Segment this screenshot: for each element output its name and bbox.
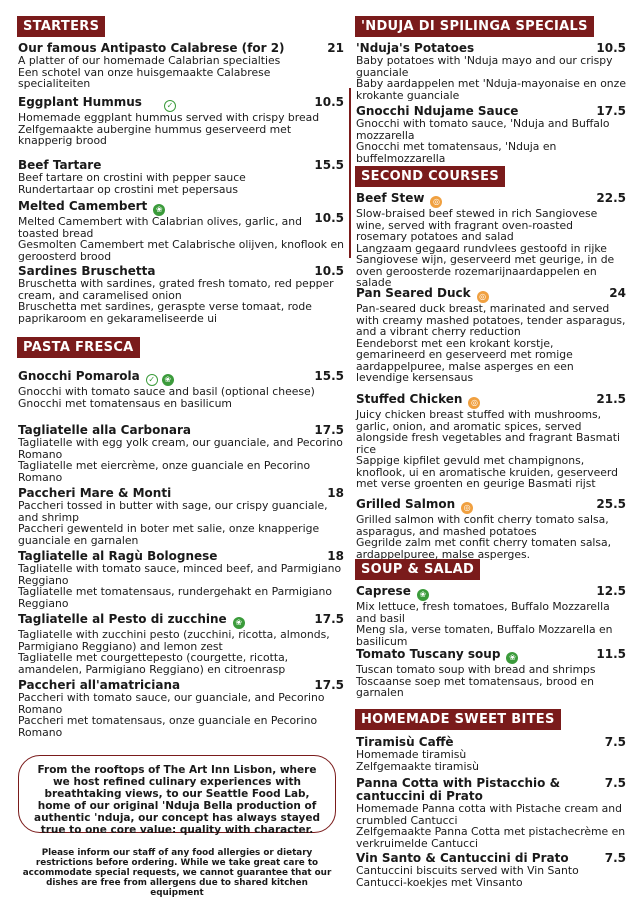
item-name: Eggplant Hummus ✓	[18, 96, 344, 112]
menu-item	[18, 424, 344, 483]
vegetarian-icon: ❀	[162, 374, 174, 386]
menu-item	[18, 96, 344, 147]
item-name: Panna Cotta with Pistacchio & cantuccini di Prato	[356, 776, 561, 803]
item-price: 21	[327, 41, 344, 55]
item-desc: Tagliatelle with egg yolk cream, our guanciale, and Pecorino Romano Tagliatelle met eiercrème, onze guanciale en Pecorino Romano	[18, 436, 343, 484]
item-desc: Tagliatelle with zucchini pesto (zucchini, ricotta, almonds, Parmigiano Reggiano) and lemon zest Tagliatelle met courgettepesto (courgette, ricotta, amandelen, Parmigiano Reggiano) en citroenrasp	[18, 628, 330, 676]
item-price: 21.5	[596, 392, 626, 406]
item-desc: Slow-braised beef stewed in rich Sangiovese wine, served with fragrant oven-roasted rosemary potatoes and salad Langzaam gegaard rundvlees gestoofd in rijke Sangiovese wijn, geserveerd met geurige, in de oven geroosterde rozemarijnaardappelen en salade	[356, 207, 615, 289]
item-desc: Tuscan tomato soup with bread and shrimps Toscaanse soep met tomatensaus, brood en garnalen	[356, 663, 596, 699]
vegetarian-icon: ❀	[506, 652, 518, 664]
item-price: 17.5	[314, 612, 344, 626]
item-desc: Pan-seared duck breast, marinated and served with creamy mashed potatoes, tender asparagus, and a vibrant cherry reduction Eendeborst met een krokant korstje, gemarineerd en geserveerd met romige aardappelpuree, malse asperges en een levendige kersensaus	[356, 302, 626, 384]
item-name: Tagliatelle al Ragù Bolognese	[18, 549, 218, 563]
item-price: 10.5	[314, 264, 344, 278]
section-title-nduja: 'NDUJA DI SPILINGA SPECIALS	[356, 17, 593, 36]
item-desc: Juicy chicken breast stuffed with mushrooms, garlic, onion, and aromatic spices, served alongside fresh vegetables and fragrant Basmati rice Sappige kipfilet gevuld met champignons, knoflook, ui en aromatische kruiden, geserveerd met verse groenten en geurige Basmati rijst	[356, 408, 620, 490]
item-price: 18	[327, 486, 344, 500]
item-price: 12.5	[596, 584, 626, 598]
item-price: 7.5	[604, 776, 626, 790]
item-name: Paccheri Mare & Monti	[18, 486, 172, 500]
vegetarian-icon: ❀	[153, 204, 165, 216]
menu-item	[356, 393, 626, 490]
item-name: Sardines Bruschetta	[18, 264, 156, 278]
item-desc: Beef tartare on crostini with pepper sauce Rundertartaar op crostini met pepersaus	[18, 171, 246, 196]
item-desc: Gnocchi with tomato sauce and basil (optional cheese) Gnocchi met tomatensaus en basilicum	[18, 385, 315, 410]
item-desc: Gnocchi with tomato sauce, 'Nduja and Buffalo mozzarella Gnocchi met tomatensaus, 'Nduja en buffelmozzarella	[356, 117, 610, 165]
section-title-soup: SOUP & SALAD	[356, 560, 479, 579]
item-desc: Grilled salmon with confit cherry tomato salsa, asparagus, and mashed potatoes Gegrilde zalm met confit cherry tomaten salsa, ardappelpuree, malse asperges.	[356, 513, 612, 561]
menu-item	[18, 550, 344, 609]
item-name: Gnocchi Pomarola ✓ ❀	[18, 370, 344, 386]
item-desc: Tagliatelle with tomato sauce, minced beef, and Parmigiano Reggiano Tagliatelle met tomatensaus, rundergehakt en Parmigiano Reggiano	[18, 562, 342, 610]
section-title-pasta: PASTA FRESCA	[18, 338, 139, 357]
item-desc: Homemade eggplant hummus served with crispy bread Zelfgemaakte aubergine hummus geserveerd met knapperig brood	[18, 111, 320, 147]
item-price: 15.5	[314, 158, 344, 172]
item-desc: Cantuccini biscuits served with Vin Santo Cantucci-koekjes met Vinsanto	[356, 864, 579, 889]
item-price: 25.5	[596, 497, 626, 511]
menu-item	[18, 265, 344, 324]
menu-item	[356, 777, 626, 849]
menu-item	[18, 679, 344, 738]
vegan-icon: ✓	[146, 374, 158, 386]
item-name: Grilled Salmon ◎	[356, 498, 626, 514]
item-name: Vin Santo & Cantuccini di Prato	[356, 851, 569, 865]
item-price: 17.5	[314, 423, 344, 437]
item-desc: A platter of our homemade Calabrian specialties Een schotel van onze huisgemaakte Calabrese specialiteiten	[18, 54, 281, 90]
menu-item	[18, 370, 344, 409]
section-title-second: SECOND COURSES	[356, 167, 504, 186]
item-price: 10.5	[314, 211, 344, 225]
allergy-notice: Please inform our staff of any food allergies or dietary restrictions before ordering. While we take great care to accommodate special requests, we cannot guarantee that our dishes are free from allergens due to shared kitchen equipment	[22, 848, 332, 898]
item-desc: Baby potatoes with 'Nduja mayo and our crispy guanciale Baby aardappelen met 'Nduja-mayonaise en onze krokante guanciale	[356, 54, 626, 102]
item-price: 18	[327, 549, 344, 563]
item-price: 17.5	[314, 678, 344, 692]
vegetarian-icon: ❀	[233, 617, 245, 629]
menu-item	[18, 42, 344, 90]
item-desc: Mix lettuce, fresh tomatoes, Buffalo Mozzarella and basil Meng sla, verse tomaten, Buffalo Mozzarella en basilicum	[356, 600, 613, 648]
item-price: 11.5	[596, 647, 626, 661]
chef-special-icon: ◎	[468, 397, 480, 409]
item-desc: Homemade Panna cotta with Pistache cream and crumbled Cantucci Zelfgemaakte Panna Cotta met pistachecrème en verkruimelde Cantucci	[356, 802, 626, 850]
restaurant-note: From the rooftops of The Art Inn Lisbon, where we host refined culinary experiences with breathtaking views, to our Seattle Food Lab, home of our original 'Nduja Bella production of authentic 'nduja, our concept has always stayed true to one core value: quality with character.	[18, 755, 336, 833]
menu-item	[356, 648, 626, 699]
section-title-starters: STARTERS	[18, 17, 104, 36]
menu-item	[18, 487, 344, 546]
item-name: Beef Stew ◎	[356, 192, 626, 208]
menu-item	[356, 42, 626, 101]
item-name: Melted Camembert ❀	[18, 200, 344, 216]
item-name: Beef Tartare	[18, 158, 102, 172]
vegan-icon: ✓	[164, 100, 176, 112]
menu-item	[356, 105, 626, 164]
menu-item	[18, 613, 344, 675]
item-name: Tagliatelle alla Carbonara	[18, 423, 191, 437]
item-name: Gnocchi Ndujame Sauce	[356, 104, 519, 118]
section-title-sweet: HOMEMADE SWEET BITES	[356, 710, 560, 729]
chef-special-icon: ◎	[430, 196, 442, 208]
chef-special-icon: ◎	[477, 291, 489, 303]
menu-item	[356, 585, 626, 647]
menu-item	[356, 498, 626, 560]
item-desc: Melted Camembert with Calabrian olives, garlic, and toasted bread Gesmolten Camembert met Calabrische olijven, knoflook en geroosterd brood	[18, 215, 344, 263]
item-price: 7.5	[604, 735, 626, 749]
column-divider	[349, 88, 351, 258]
item-desc: Paccheri tossed in butter with sage, our crispy guanciale, and shrimp Paccheri gewenteld in boter met salie, onze knapperige guanciale en garnalen	[18, 499, 328, 547]
item-name: Stuffed Chicken ◎	[356, 393, 626, 409]
item-name: 'Nduja's Potatoes	[356, 41, 475, 55]
chef-special-icon: ◎	[461, 502, 473, 514]
item-name: Our famous Antipasto Calabrese (for 2)	[18, 41, 285, 55]
menu-item	[356, 736, 626, 772]
item-price: 22.5	[596, 191, 626, 205]
item-price: 10.5	[596, 41, 626, 55]
menu-item	[356, 287, 626, 384]
item-price: 15.5	[314, 369, 344, 383]
item-name: Pan Seared Duck ◎	[356, 287, 626, 303]
vegetarian-icon: ❀	[417, 589, 429, 601]
menu-item	[18, 200, 344, 262]
item-price: 17.5	[596, 104, 626, 118]
item-desc: Bruschetta with sardines, grated fresh tomato, red pepper cream, and caramelised onion Bruschetta met sardines, geraspte verse tomaat, rode paprikaroom en gekarameliseerde ui	[18, 277, 334, 325]
menu-item	[356, 192, 626, 289]
item-name: Tiramisù Caffè	[356, 735, 454, 749]
item-name: Tomato Tuscany soup ❀	[356, 648, 626, 664]
item-price: 10.5	[314, 95, 344, 109]
menu-item	[18, 159, 344, 195]
item-name: Caprese ❀	[356, 585, 626, 601]
item-price: 24	[609, 286, 626, 300]
menu-item	[356, 852, 626, 888]
item-desc: Paccheri with tomato sauce, our guanciale, and Pecorino Romano Paccheri met tomatensaus, onze guanciale en Pecorino Romano	[18, 691, 325, 739]
item-price: 7.5	[604, 851, 626, 865]
item-name: Paccheri all'amatriciana	[18, 678, 181, 692]
item-name: Tagliatelle al Pesto di zucchine ❀	[18, 613, 344, 629]
item-desc: Homemade tiramisù Zelfgemaakte tiramisù	[356, 748, 479, 773]
